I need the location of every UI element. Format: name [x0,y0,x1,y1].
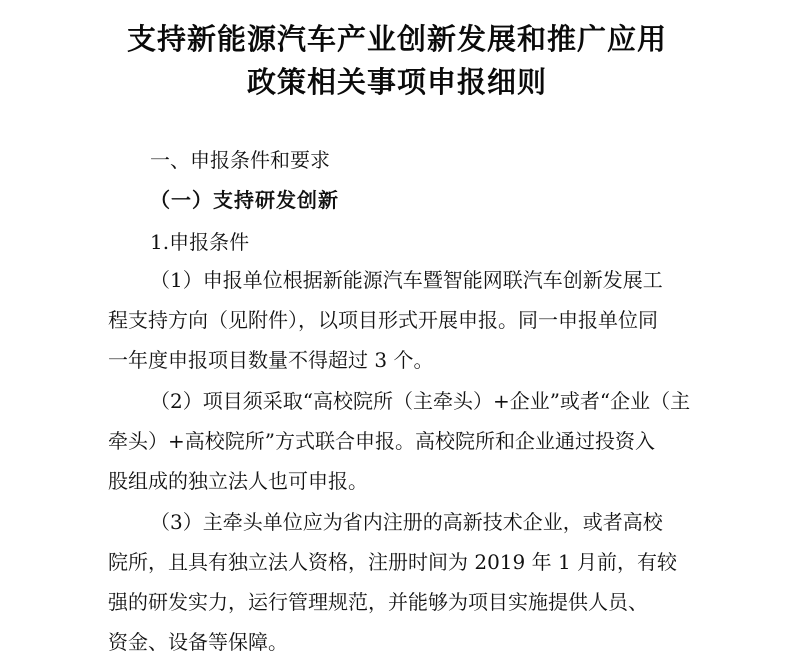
section-heading: 一、申报条件和要求 [150,148,330,172]
paragraph-3-line-2: 院所，且具有独立法人资格，注册时间为 2019 年 1 月前，有较 [108,550,678,574]
paragraph-3-line-4: 资金、设备等保障。 [108,630,288,654]
subsection-heading: （一）支持研发创新 [150,188,339,212]
paragraph-3-line-3: 强的研发实力，运行管理规范，并能够为项目实施提供人员、 [108,590,648,614]
paragraph-3-line-1: （3）主牵头单位应为省内注册的高新技术企业，或者高校 [150,510,663,534]
paragraph-1-line-2: 程支持方向（见附件），以项目形式开展申报。同一申报单位同 [108,308,658,332]
document-title-line-2: 政策相关事项申报细则 [246,65,547,99]
document-title-line-1: 支持新能源汽车产业创新发展和推广应用 [126,22,667,56]
paragraph-1-line-3: 一年度申报项目数量不得超过 3 个。 [108,348,434,372]
item-heading: 1.申报条件 [150,230,250,254]
paragraph-2-line-3: 股组成的独立法人也可申报。 [108,469,368,493]
paragraph-2-line-2: 牵头）+高校院所”方式联合申报。高校院所和企业通过投资入 [108,429,655,453]
paragraph-1-line-1: （1）申报单位根据新能源汽车暨智能网联汽车创新发展工 [150,268,663,292]
paragraph-2-line-1: （2）项目须采取“高校院所（主牵头）+企业”或者“企业（主 [150,389,691,413]
